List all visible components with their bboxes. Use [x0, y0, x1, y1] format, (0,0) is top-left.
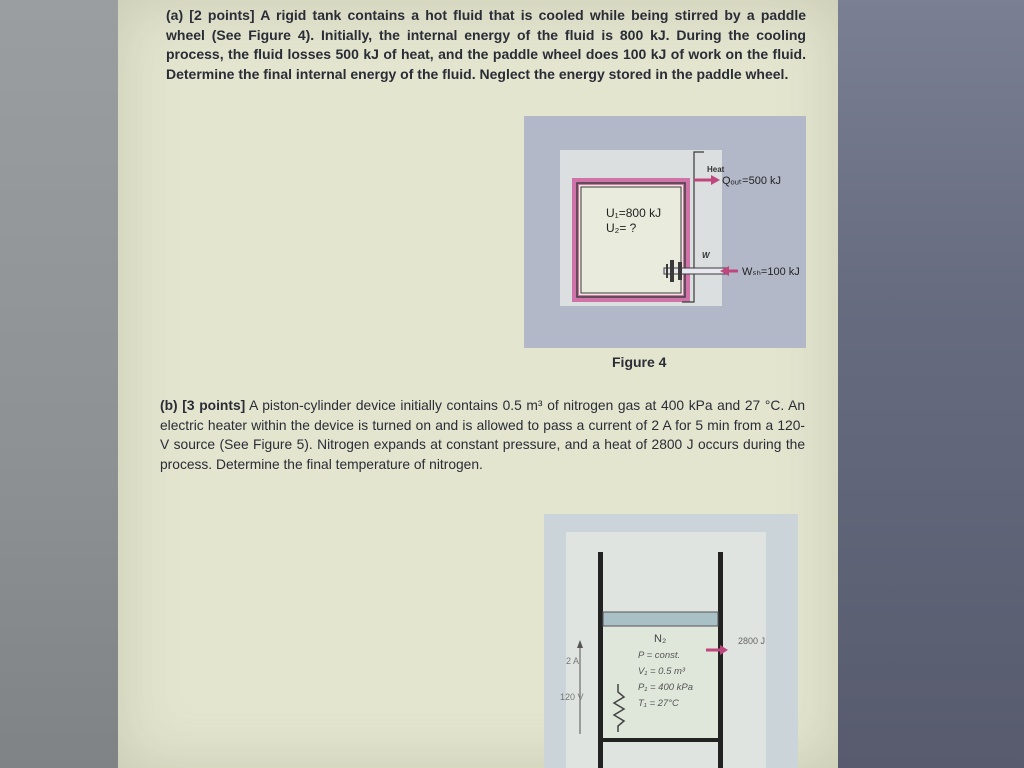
desktop-background-right — [838, 0, 1024, 768]
piston — [603, 612, 718, 626]
v1-label: V₁ = 0.5 m³ — [638, 666, 686, 677]
u1-label: U₁=800 kJ — [606, 206, 662, 220]
figure-5 — [544, 514, 798, 768]
w-label: W — [702, 251, 710, 260]
t1-label: T₁ = 27°C — [638, 698, 679, 709]
problem-b-text — [160, 396, 805, 474]
problem-b-body: A piston-cylinder device initially contains 0.5 m³ of nitrogen gas at 400 kPa and 27 °C. An electric heater within the device is turned on and is allowed to pass a current of 2 A for 5 min from a 120-V source (See Figure 5). Nitrogen expands at constant pressure, and a heat of 2800 J occurs during the process. Determine the final temperature of nitrogen. — [160, 398, 805, 472]
p-const-label: P = const. — [638, 650, 681, 661]
heat-word: Heat — [707, 165, 725, 174]
p1-label: P₁ = 400 kPa — [638, 682, 694, 693]
problem-b-label: (b) [3 points] — [160, 398, 246, 413]
problem-a-label: (a) [2 points] — [166, 7, 255, 23]
figure-4 — [524, 116, 806, 348]
gas-label: N₂ — [654, 633, 667, 645]
heat-2800-label: 2800 J — [738, 636, 766, 646]
figure-5-diagram — [544, 514, 798, 768]
figure-4-caption: Figure 4 — [612, 354, 667, 370]
u2-label: U₂= ? — [606, 221, 637, 235]
problem-a-body: A rigid tank contains a hot fluid that is cooled while being stirred by a paddle wheel (See Figure 4). Initially, the internal energy of the fluid is 800 kJ. During the cooling process, the fluid losses 500 kJ of heat, and the paddle wheel does 100 kJ of work on the fluid. Determine the final internal energy of the fluid. Neglect the energy stored in the paddle wheel. — [166, 7, 806, 82]
current-label: 2 A — [566, 656, 580, 666]
monitor-bezel-left — [0, 0, 118, 768]
q-out-label: Qₒᵤₜ=500 kJ — [722, 175, 781, 187]
cylinder-wall-right — [718, 552, 723, 768]
w-sh-label: Wₛₕ=100 kJ — [742, 266, 800, 278]
cylinder-wall-left — [598, 552, 603, 768]
figure-4-diagram — [524, 116, 806, 348]
tank-interior — [579, 185, 683, 295]
paddle-blade — [670, 260, 674, 282]
problem-a-text — [166, 6, 806, 84]
document-page — [118, 0, 838, 768]
cylinder-bottom — [598, 738, 723, 742]
voltage-label: 120 V — [560, 692, 584, 702]
